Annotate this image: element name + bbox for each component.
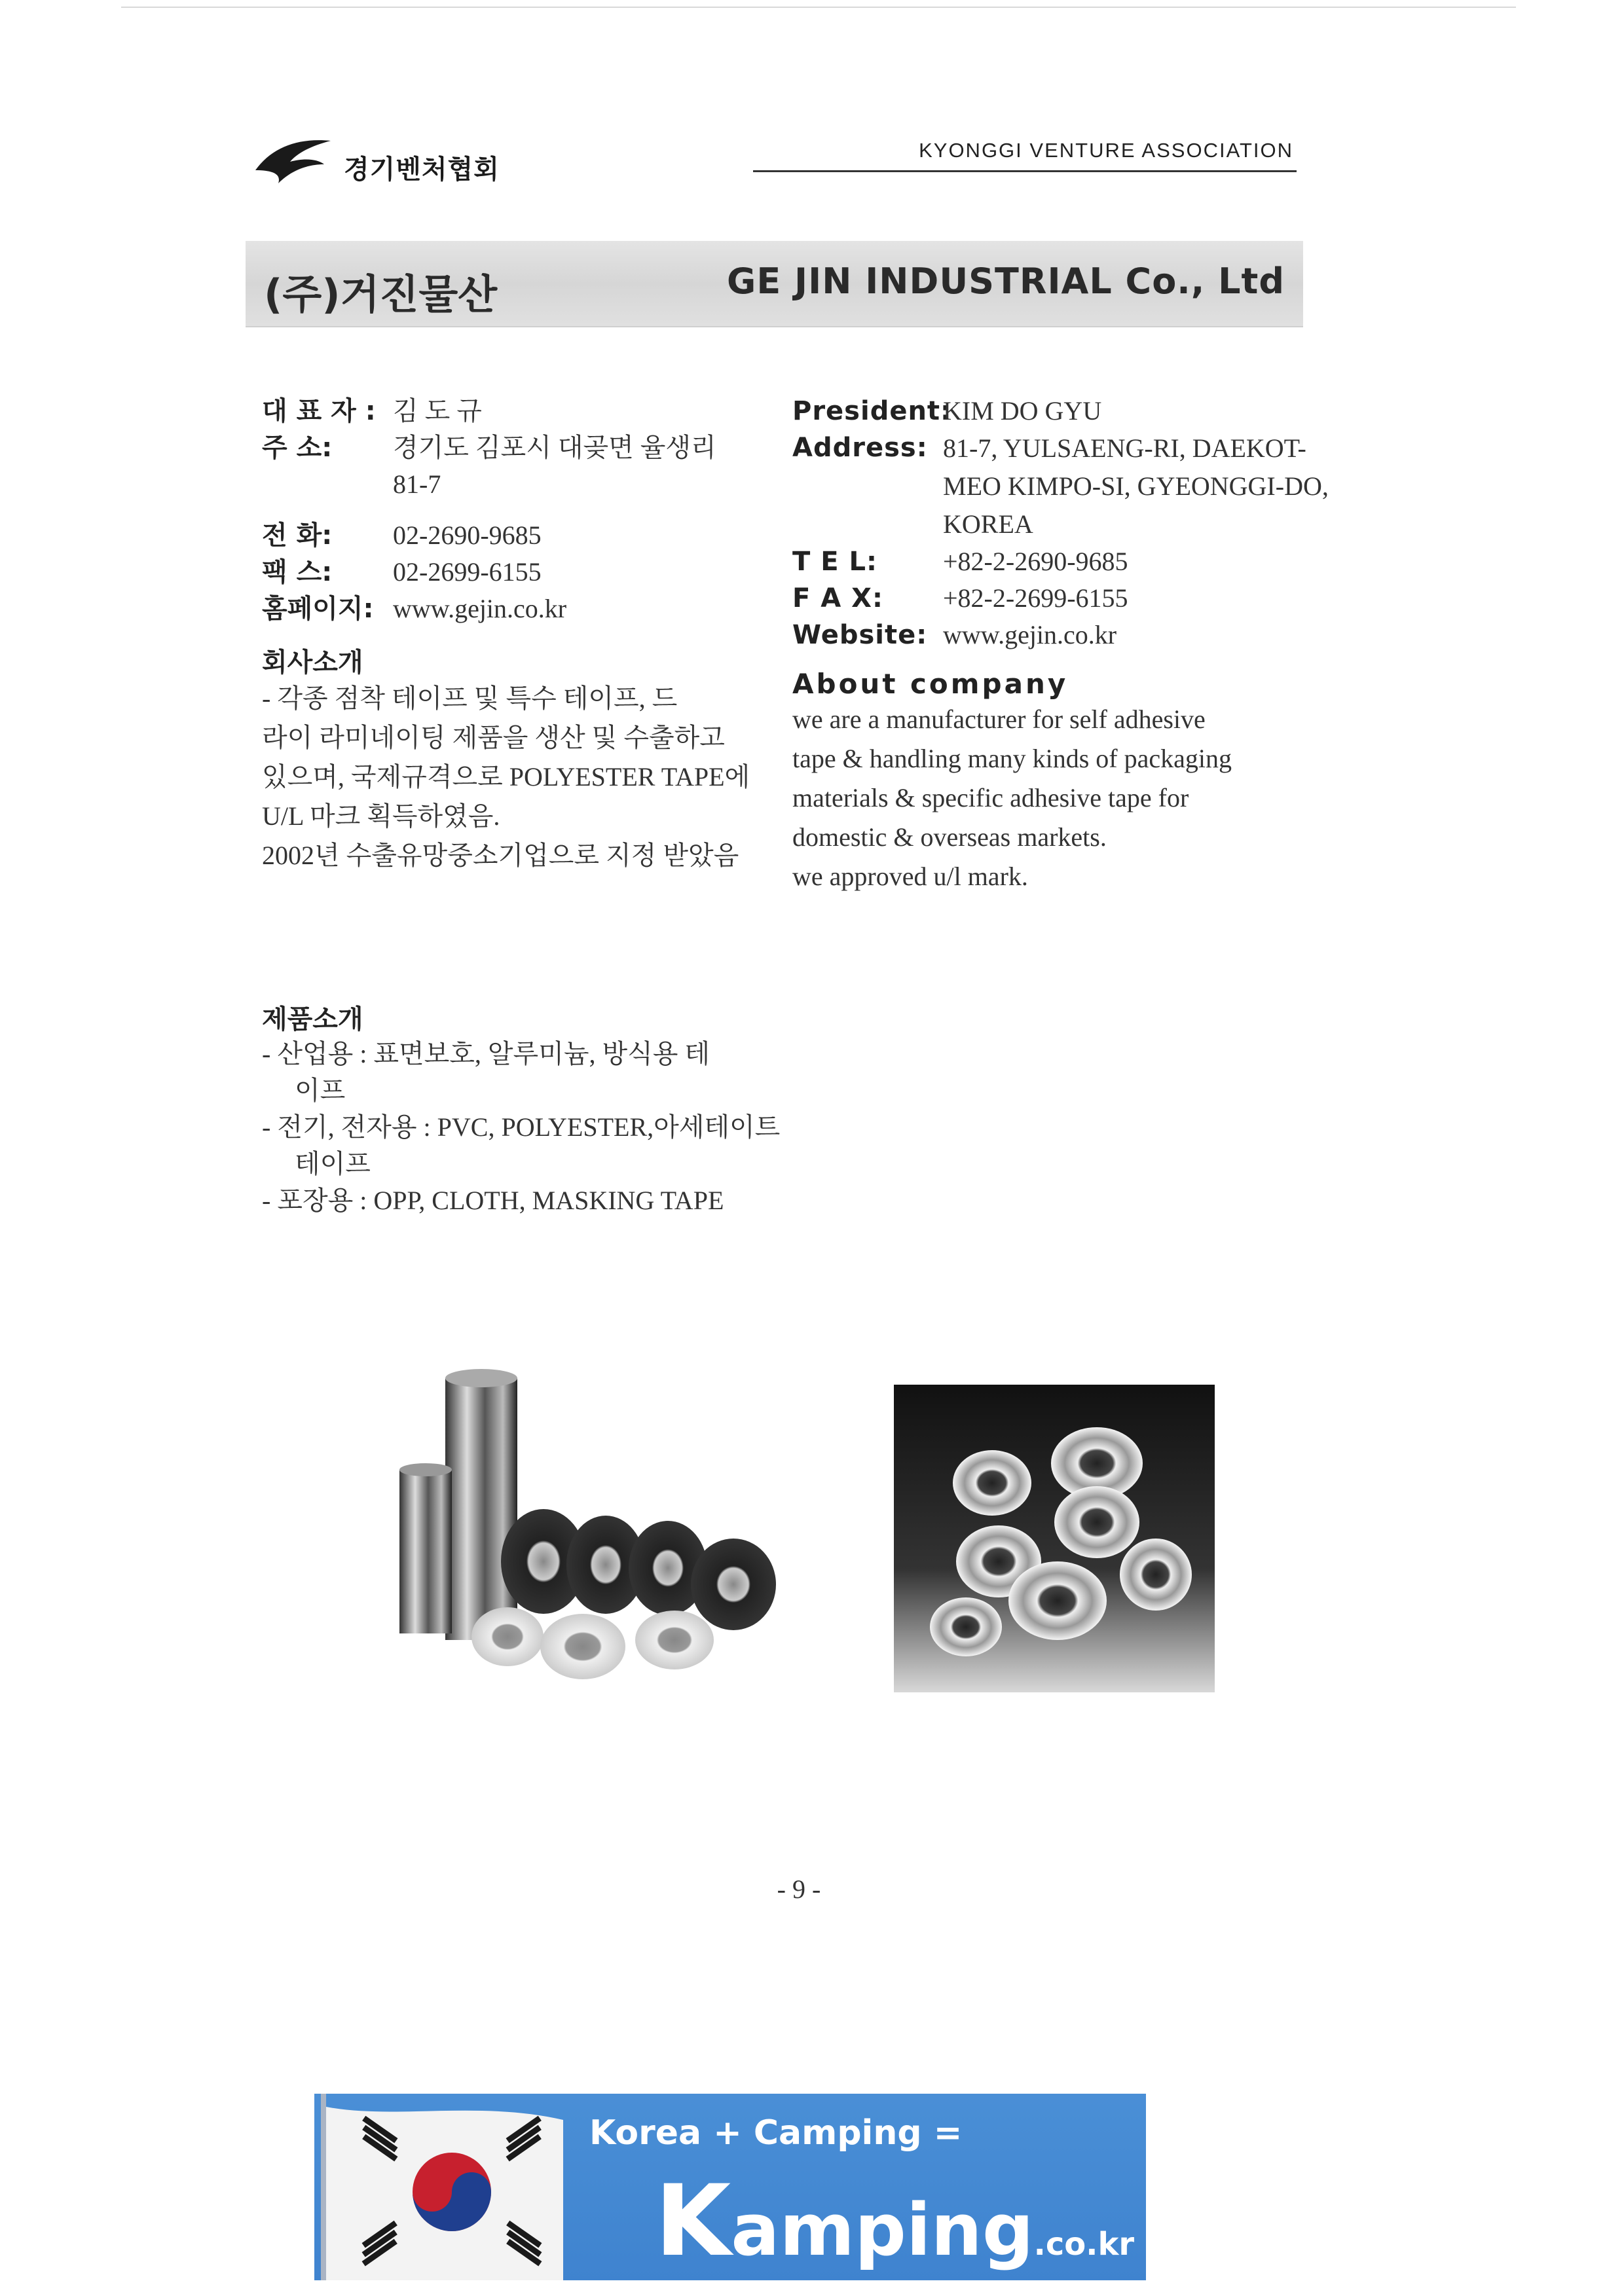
fax-en-row [792, 580, 1310, 617]
about-ko-line: - 각종 점착 테이프 및 특수 테이프, 드 [262, 683, 678, 713]
tel-row [792, 543, 1310, 580]
info-english [792, 393, 1329, 896]
company-name-ko: (주)거진물산 [264, 270, 498, 318]
website-label: Website: [792, 620, 928, 650]
swallow-logo-icon [252, 134, 337, 187]
homepage-value[interactable]: www.gejin.co.kr [393, 594, 567, 623]
fax-row [262, 554, 760, 591]
address-en-line2: MEO KIMPO-SI, GYEONGGI-DO, [943, 471, 1329, 501]
address-label: 주 소: [262, 433, 333, 463]
association-name: KYONGGI VENTURE ASSOCIATION [919, 139, 1293, 162]
about-ko-line: 있으며, 국제규격으로 POLYESTER TAPE에 [262, 762, 750, 792]
address-line1: 경기도 김포시 대곶면 율생리 [393, 433, 716, 462]
kamping-ad-banner[interactable] [314, 2094, 1146, 2280]
phone-row [262, 517, 760, 554]
homepage-label: 홈페이지: [262, 594, 374, 624]
fax-value: 02-2699-6155 [393, 557, 542, 587]
address-en-row [792, 429, 1329, 543]
product-item-cont: 이프 [295, 1076, 346, 1105]
address-en-line1: 81-7, YULSAENG-RI, DAEKOT- [943, 433, 1306, 463]
about-ko-line: U/L 마크 획득하였음. [262, 801, 500, 831]
logo-text: 경기벤처협회 [344, 155, 500, 185]
president-value: KIM DO GYU [943, 396, 1102, 426]
address-en-label: Address: [792, 433, 928, 463]
product-photo-aluminium-tapes [894, 1385, 1215, 1692]
product-item: - 전기, 전자용 : PVC, POLYESTER,아세테이트 [262, 1112, 781, 1142]
about-en-line: we approved u/l mark. [792, 862, 1028, 891]
products-section [262, 998, 786, 1219]
address-row [262, 429, 760, 466]
ad-headline: Korea + Camping = [589, 2113, 963, 2153]
address-line2: 81-7 [393, 469, 441, 499]
info-korean [262, 393, 760, 875]
website-value[interactable]: www.gejin.co.kr [943, 620, 1117, 649]
product-item: - 산업용 : 표면보호, 알루미늄, 방식용 테 [262, 1039, 710, 1068]
korean-flag-icon [314, 2094, 576, 2280]
fax-en-value: +82-2-2699-6155 [943, 583, 1128, 613]
product-photo-tapes [393, 1365, 799, 1692]
tel-value: +82-2-2690-9685 [943, 547, 1128, 576]
about-ko-line: 2002년 수출유망중소기업으로 지정 받았음 [262, 841, 739, 870]
ceo-row [262, 393, 760, 429]
page-number: - 9 - [777, 1874, 821, 1904]
about-text-ko [262, 679, 760, 875]
company-name-en: GE JIN INDUSTRIAL Co., Ltd [727, 261, 1285, 302]
ad-brand-rest: amping [731, 2188, 1034, 2272]
about-text-en [792, 700, 1310, 896]
about-en-line: domestic & overseas markets. [792, 822, 1107, 852]
fax-en-label: F A X: [792, 583, 883, 613]
ceo-value: 김 도 규 [393, 396, 482, 426]
phone-value: 02-2690-9685 [393, 520, 542, 550]
about-en-line: we are a manufacturer for self adhesive [792, 704, 1206, 734]
header-rule [753, 170, 1297, 172]
president-label: President: [792, 396, 952, 426]
about-title-en: About company [792, 668, 1069, 700]
association-logo [252, 134, 619, 187]
president-row [792, 393, 1310, 429]
address-en-value [943, 429, 1329, 543]
product-item-cont: 테이프 [295, 1149, 371, 1178]
phone-label: 전 화: [262, 520, 333, 551]
ad-brand-k: K [655, 2164, 731, 2278]
about-en-line: tape & handling many kinds of packaging [792, 744, 1232, 773]
products-title: 제품소개 [262, 1004, 363, 1034]
website-row [792, 617, 1310, 653]
address-en-line3: KOREA [943, 509, 1033, 539]
tel-label: T E L: [792, 547, 877, 577]
homepage-row [262, 591, 760, 627]
about-en-line: materials & specific adhesive tape for [792, 783, 1189, 812]
fax-label: 팩 스: [262, 557, 333, 587]
company-banner [246, 241, 1303, 327]
product-item: - 포장용 : OPP, CLOTH, MASKING TAPE [262, 1186, 724, 1215]
ad-brand [655, 2164, 1135, 2280]
about-ko-line: 라이 라미네이팅 제품을 생산 및 수출하고 [262, 723, 725, 752]
about-title-ko: 회사소개 [262, 647, 363, 678]
top-border-line [121, 7, 1516, 8]
address-row-2 [262, 466, 760, 503]
ad-brand-domain: .co.kr [1033, 2226, 1135, 2263]
ceo-label: 대 표 자 : [262, 396, 376, 426]
